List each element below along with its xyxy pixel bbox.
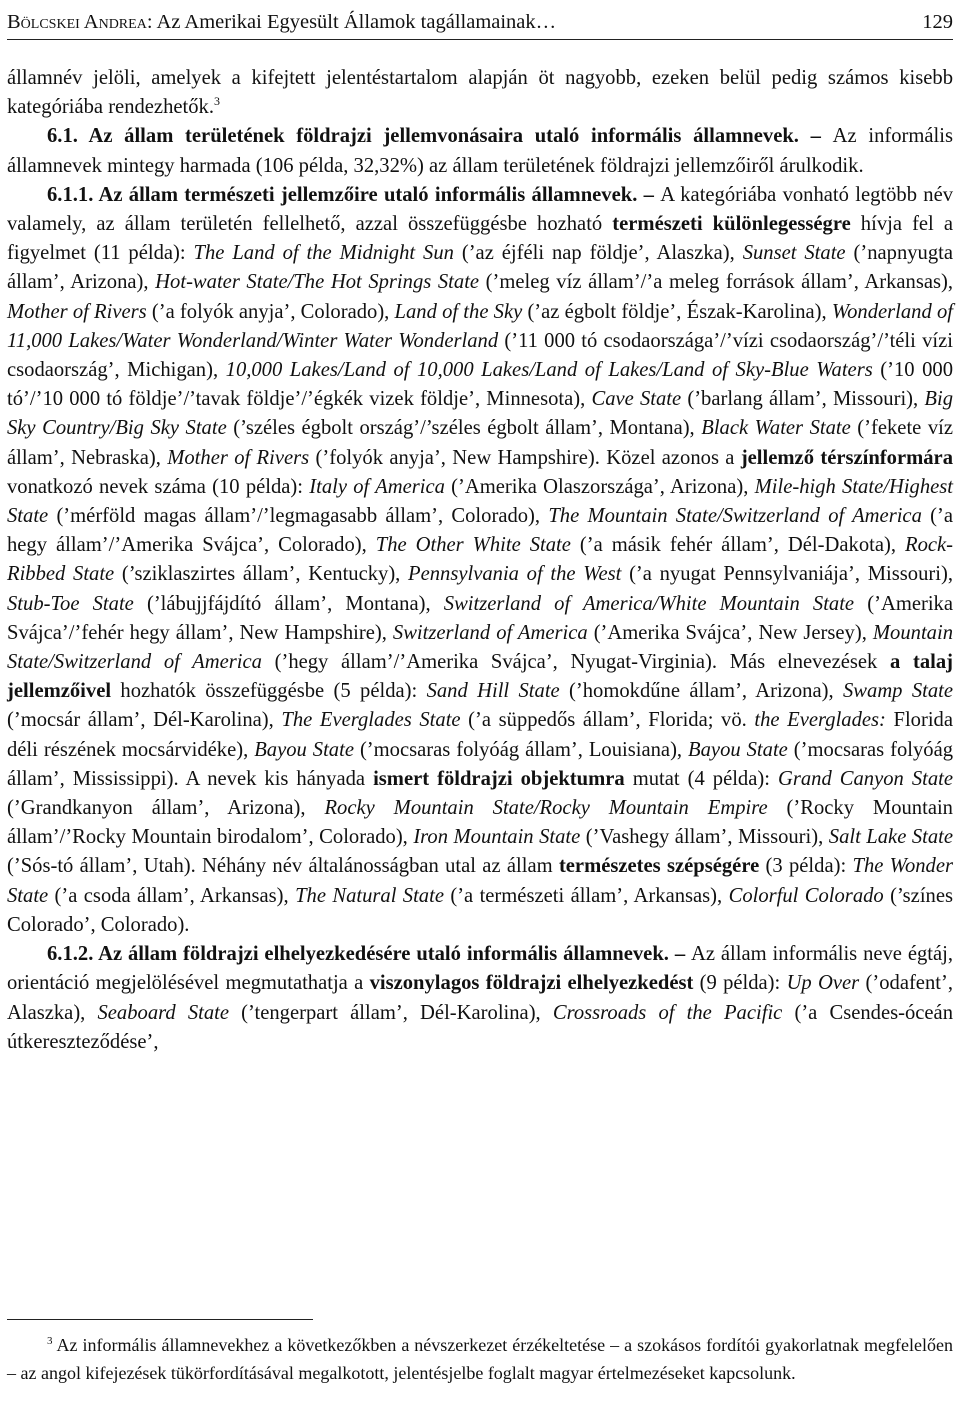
header-rule — [7, 39, 953, 40]
footnote-mark: 3 — [47, 1335, 53, 1347]
section-6-1-1-paragraph: 6.1.1. Az állam természeti jellemzőire utaló informális államnevek. – A kategóriába vonható legtöbb név valamely, az állam területén fellelhető, azzal összefüggésbe hozható természeti különlegességre hívja fel a figyelmet (11 példa): The Land of the Midnight Sun (’az éjféli nap földje’, Alaszka), Sunset State (’napnyugta állam’, Arizona), Hot-water State/The Hot Springs State (’meleg víz állam’/’a meleg források állam’, Arkansas), Mother of Rivers (’a folyók anyja’, Colorado), Land of the Sky (’az égbolt földje’, Észak-Karolina), Wonderland of 11,000 Lakes/Water Wonderland/Winter Water Wonderland (’11 000 tó csodaországa’/’vízi csodaország’/’téli vízi csodaország’, Michigan), 10,000 Lakes/Land of 10,000 Lakes/Land of Lakes/Land of Sky-Blue Waters (’10 000 tó’/’10 000 tó földje’/’tavak földje’/’égkék vizek földje’, Minnesota), Cave State (’barlang állam’, Missouri), Big Sky Country/Big Sky State (’széles égbolt ország’/’széles égbolt állam’, Montana), Black Water State (’fekete víz állam’, Nebraska), Mother of Rivers (’folyók anyja’, New Hampshire). Közel azonos a jellemző térszínformára vonatkozó nevek száma (10 példa): Italy of America (’Amerika Olaszországa’, Arizona), Mile-high State/Highest State (’mérföld magas állam’/’legmagasabb állam’, Colorado), The Mountain State/Switzerland of America (’a hegy állam’/’Amerika Svájca’, Colorado), The Other White State (’a másik fehér állam’, Dél-Dakota), Rock-Ribbed State (’sziklaszirtes állam’, Kentucky), Pennsylvania of the West (’a nyugat Pennsylvaniája’, Missouri), Stub-Toe State (’lábujjfájdító állam’, Montana), Switzerland of America/White Mountain State (’Amerika Svájca’/’fehér hegy állam’, New Hampshire), Switzerland of America (’Amerika Svájca’, New Jersey), Mountain State/Switzerland of America (’hegy állam’/’Amerika Svájca’, Nyugat-Virginia). Más elnevezések a talaj jellemzőivel hozhatók összefüggésbe (5 példa): Sand Hill State (’homokdűne állam’, Arizona), Swamp State (’mocsár állam’, Dél-Karolina), The Everglades State (’a süppedős állam’, Florida; vö. the Everglades: Florida déli részének mocsárvidéke), Bayou State (’mocsaras folyóág állam’, Louisiana), Bayou State (’mocsaras folyóág állam’, Mississippi). A nevek kis hányada ismert földrajzi objektumra mutat (4 példa): Grand Canyon State (’Grandkanyon állam’, Arizona), Rocky Mountain State/Rocky Mountain Empire (’Rocky Mountain állam’/’Rocky Mountain birodalom’, Colorado), Iron Mountain State (’Vashegy állam’, Missouri), Salt Lake State (’Sós-tó állam’, Utah). Néhány név általánosságban utal az állam természetes szépségére (3 példa): The Wonder State (’a csoda állam’, Arkansas), The Natural State (’a természeti állam’, Arkansas), Colorful Colorado (’színes Colorado’, Colorado). — [7, 183, 954, 936]
section-6-1-2-paragraph: 6.1.2. Az állam földrajzi elhelyezkedésére utaló informális államnevek. – Az állam informális neve égtáj, orientáció megjelölésével megmutathatja a viszonylagos földrajzi elhelyezkedést (9 példa): Up Over (’odafent’, Alaszka), Seaboard State (’tengerpart állam’, Dél-Karolina), Crossroads of the Pacific (’a Csendes-óceán útkereszteződése’, — [7, 943, 954, 1053]
section-heading-6-1: 6.1. Az állam területének földrajzi jellemvonásaira utaló informális államnevek. — [47, 125, 799, 148]
running-title: Bölcskei Andrea: Az Amerikai Egyesült Államok tagállamainak… — [7, 11, 557, 33]
running-head — [7, 9, 953, 35]
body-text — [7, 64, 953, 1057]
article-title: Az Amerikai Egyesült Államok tagállamainak… — [156, 11, 557, 33]
section-heading-6-1-1: 6.1.1. Az állam természeti jellemzőire utaló informális államnevek. — [47, 183, 638, 206]
footnote — [7, 1332, 953, 1387]
intro-paragraph: államnév jelöli, amelyek a kifejtett jelentéstartalom alapján öt nagyobb, ezeken belül pedig számos kisebb kategóriába rendezhetők.$^3$ — [7, 67, 953, 119]
section-heading-6-1-2: 6.1.2. Az állam földrajzi elhelyezkedésére utaló informális államnevek. — [47, 943, 669, 966]
footnote-text: Az informális államnevekhez a következőkben a névszerkezet érzékeltetése – a szokásos fordítói gyakorlatnak megfelelően – az angol kifejezések tükörfordításával megalkotott, jelentésjelbe foglalt magyar értelmezéseket kapcsolunk. — [7, 1335, 953, 1383]
section-6-1-paragraph: 6.1. Az állam területének földrajzi jellemvonásaira utaló informális államnevek. – Az informális államnevek mintegy harmada (106 példa, 32,32%) az állam területének földrajzi jellemzőiről árulkodik. — [7, 125, 954, 177]
author-name: Bölcskei Andrea — [7, 11, 147, 33]
footnote-reference[interactable]: 3 — [213, 94, 220, 109]
footnote-rule — [7, 1319, 313, 1320]
page-number: 129 — [922, 11, 953, 33]
